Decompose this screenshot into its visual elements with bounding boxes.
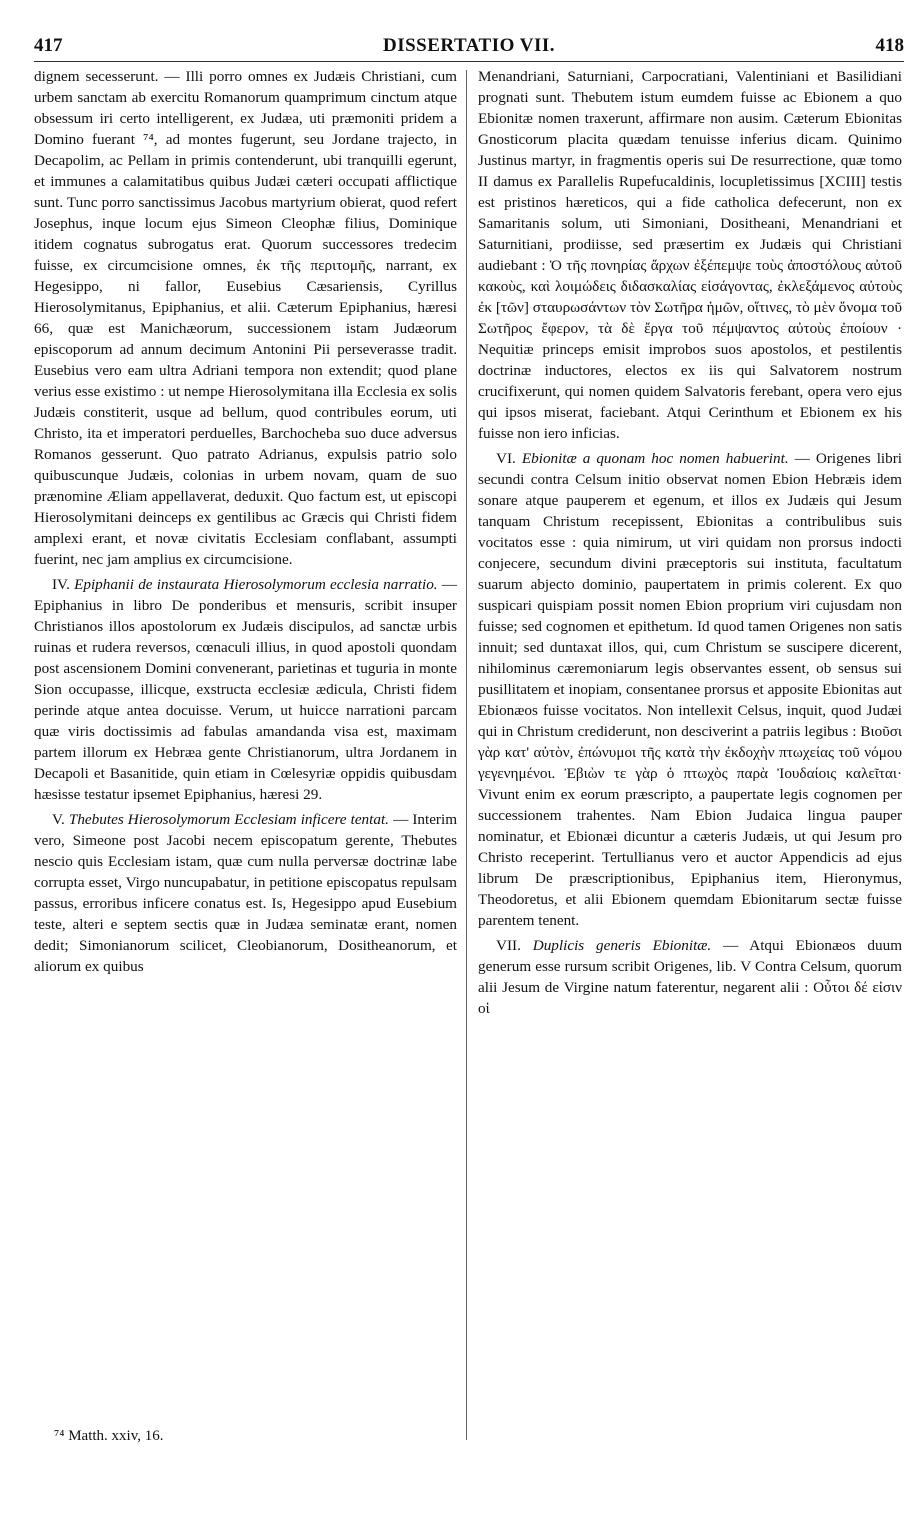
section-v-text: — Interim vero, Simeone post Jacobi necem episcopatum gerente, Thebutes nescio quis Ecclesiam istam, quæ cum nulla perversæ doctrinæ labe corrupta esset, Virgo nuncupabatur, in petitione episcopatus repulsam passus, erroribus inficere conatus est. Is, Hegesippo apud Eusebium teste, alteri e septem sectis quæ in Judæa seminatæ erant, nomen dedit; Simonianorum scilicet, Cleobianorum, Dositheanorum, et aliorum ex quibus — [34, 811, 458, 975]
running-header — [34, 33, 904, 59]
section-iv-number: IV. — [52, 576, 70, 593]
footnote: ⁷⁴ Matth. xxiv, 16. — [54, 1428, 164, 1444]
header-rule — [34, 61, 904, 62]
section-vi-number: VI. — [496, 450, 516, 467]
section-vi-text: — Origenes libri secundi contra Celsum initio observat nomen Ebion Hebræis idem sonare atque pauperem et egenum, et illos ex Judæis qui Jesum tanquam Christum recepissent, Ebionitas a contribulibus suis vocitatos esse : quia nimirum, ut viri quidam non prorsus indocti conjecere, secundum divini præceptoris sui instituta, facultatum suarum abjecto dominio, paupertatem in primis colerent. Ex quo suspicari quispiam possit nomen Ebion proprium viri cujusdam non fuisse; sed cognomen et epithetum. Id quod tamen Origenes non satis innuit; sed duntaxat illos, qui, cum Christum se suscipere dicerent, nihilominus cæremoniarum legis observantes essent, ob sensus sui pusillitatem et inopiam, consentanee prorsus et apposite Ebionitas aut Ebionæos fuisse vocitatos. Non intellexit Celsus, inquit, quod Judæi qui in Christum crediderunt, non desciverint a patriis legibus : Βιοῦσι γὰρ κατ' αὐτὸν, ἐπώνυμοι τῆς κατὰ τὴν ἐκδοχὴν πτωχείας τοῦ νόμου γεγενημένοι. Ἐβιὼν τε γὰρ ὁ πτωχὸς παρὰ Ἰουδαίοις καλεῖται· Vivunt enim ex eorum præscripto, a paupertate legis cognomen per successionem trahentes. Nam Ebion Judaica lingua pauper nominatur, et Ebionæi dicuntur a cæteris Judæis, ut qui Jesum pro Christo receperint. Tertullianus vero et auctor Appendicis ad ejus librum De præscriptionibus, Epiphanius item, Hieronymus, Theodoretus, et alii Ebionem quemdam Ebionitarum sectæ fuisse parentem tenent. — [478, 450, 903, 929]
right-column — [478, 66, 902, 1019]
page-number-right: 418 — [875, 35, 904, 56]
section-v — [34, 809, 457, 977]
right-paragraph-continued: Menandriani, Saturniani, Carpocratiani, Valentiniani et Basilidiani prognati sunt. Thebutem istum eumdem fuisse ac Ebionem a quo Ebionitæ nomen traxerunt, affirmare non ausim. Cæterum Ebionitas Gnosticorum placita quædam tenuisse inferius dicam. Quinimo Justinus martyr, in fragmentis operis sui De resurrectione, quæ tomo II damus ex Parallelis Rupefucaldinis, locupletissimus [XCIII] testis est pristinos hæreticos, qui a fide catholica defecerunt, non ex Samaritanis solum, uti Simoniani, Dositheani, Menandriani et Saturnitiani, prodiisse, sed præsertim ex Judæis qui Christiani audiebant : Ὁ τῆς πονηρίας ἄρχων ἐξέπεμψε τοὺς ἀποστόλους αὐτοῦ κακοὺς, καὶ λοιμώδεις διδασκαλίας εἰσάγοντας, ἐκλεξάμενος αὐτοὺς ἐκ [τῶν] σταυρωσάντων τὸν Σωτῆρα ἡμῶν, οἵτινες, τὸ μὲν ὄνομα τοῦ Σωτῆρος ἔφερον, τὰ δὲ ἔργα τοῦ πέμψαντος αὐτοὺς ἐποίουν · Nequitiæ princeps emisit improbos suos apostolos, et pestilentis doctrinæ inductores, electos ex iis qui Salvatorem nostrum crucifixerunt, qui nomen quidem Salvatoris ferebant, opera vero ejus qui ipsos miserat, faciebant. Atqui Cerinthum et Ebionem ex his fuisse non iero inficias. — [478, 68, 902, 442]
section-v-number: V. — [52, 811, 65, 828]
running-title: DISSERTATIO VII. — [382, 35, 556, 56]
section-iv-title: Epiphanii de instaurata Hierosolymorum ecclesia narratio. — [74, 576, 438, 593]
section-vii-number: VII. — [496, 937, 521, 954]
section-vii-text: — Atqui Ebionæos duum generum esse rursum scribit Origenes, lib. V Contra Celsum, quorum alii Jesum de Virgine natum faterentur, negarent alii : Οὗτοι δέ εἰσιν οἱ — [478, 937, 903, 1017]
section-vi-title: Ebionitæ a quonam hoc nomen habuerint. — [521, 450, 789, 467]
left-column — [34, 66, 457, 977]
section-iv — [34, 574, 457, 805]
section-vii-title: Duplicis generis Ebionitæ. — [532, 937, 712, 954]
section-iv-text: — Epiphanius in libro De ponderibus et mensuris, scribit insuper Christianos illos apostolorum ex Judæis discipulos, ad sanctæ urbis ruinas et rudera reversos, cœnaculi illius, in quod apostoli quondam post ascensionem Domini convenerant, parietinas et tuguria in monte Sion occupasse, illicque, exstructa ecclesiæ ædicula, Christi fidem perinde atque antea docuisse. Verum, ut huicce narrationi parcam quæ viris doctissimis ad fabulas amandanda visa est, maximam partem illorum ex Hebræa gente Christianorum, ultra Jordanem in Decapoli et Basanitide, quin etiam in Cœlesyriæ oppidis quibusdam hæsisse testatur ipsemet Epiphanius, hæresi 29. — [34, 576, 457, 803]
page-number-left: 417 — [34, 35, 63, 56]
left-paragraph-continued: dignem secesserunt. — Illi porro omnes ex Judæis Christiani, cum urbem sanctam ab exercitu Romanorum quamprimum cinctum atque obsessum iri certo intelligerent, ex Judæa, uti præmoniti pridem a Domino fuerant ⁷⁴, ad montes fugerunt, seu Jordane trajecto, in Decapolim, ac Pellam in primis contenderunt, ubi tranquilli egerunt, et immunes a calamitatibus quibus Judæi cæteri occupati afflictique sunt. Tunc porro sanctissimus Jacobus martyrium obierat, quod refert Josephus, inque locum ejus Simeon Cleophæ filius, Dominique itidem cognatus subrogatus erat. Quorum successores tredecim fuisse, ex circumcisione omnes, ἐκ τῆς περιτομῆς, narrant, ex Hegesippo, ni fallor, Eusebius Cæsariensis, Cyrillus Hierosolymitanus, Epiphanius, et alii. Cæterum Epiphanius, hæresi 66, quæ est Manichæorum, successionem istam Judæorum episcoporum ad annum decimum Antonini Pii perseverasse tradit. Eusebius vero eam ultra Adriani tempora non extendit; quod plane verius esse existimo : ut nempe Hierosolymitana illa Ecclesia ex solis Judæis constiterit, usque ad bellum, quod contribules eorum, uti Christo, ita et imperatori perduelles, Barchocheba suo duce adversus Romanos gesserunt. Quo patrato Adrianus, expulsis patrio solo quibuscunque Judæis, colonias in urbem novam, quam de suo prænomine Æliam appellaverat, deduxit. Quo factum est, ut episcopi Hierosolymitani deinceps ex gentilibus ac Græcis qui Christi fidem amplexi erant, et novæ civitatis Ecclesiam conflabant, assumpti fuerint, nec jam amplius ex circumcisione. — [34, 68, 457, 568]
section-vii — [478, 935, 902, 1019]
section-vi — [478, 448, 902, 931]
section-v-title: Thebutes Hierosolymorum Ecclesiam inficere tentat. — [68, 811, 389, 828]
column-divider — [466, 70, 467, 1440]
